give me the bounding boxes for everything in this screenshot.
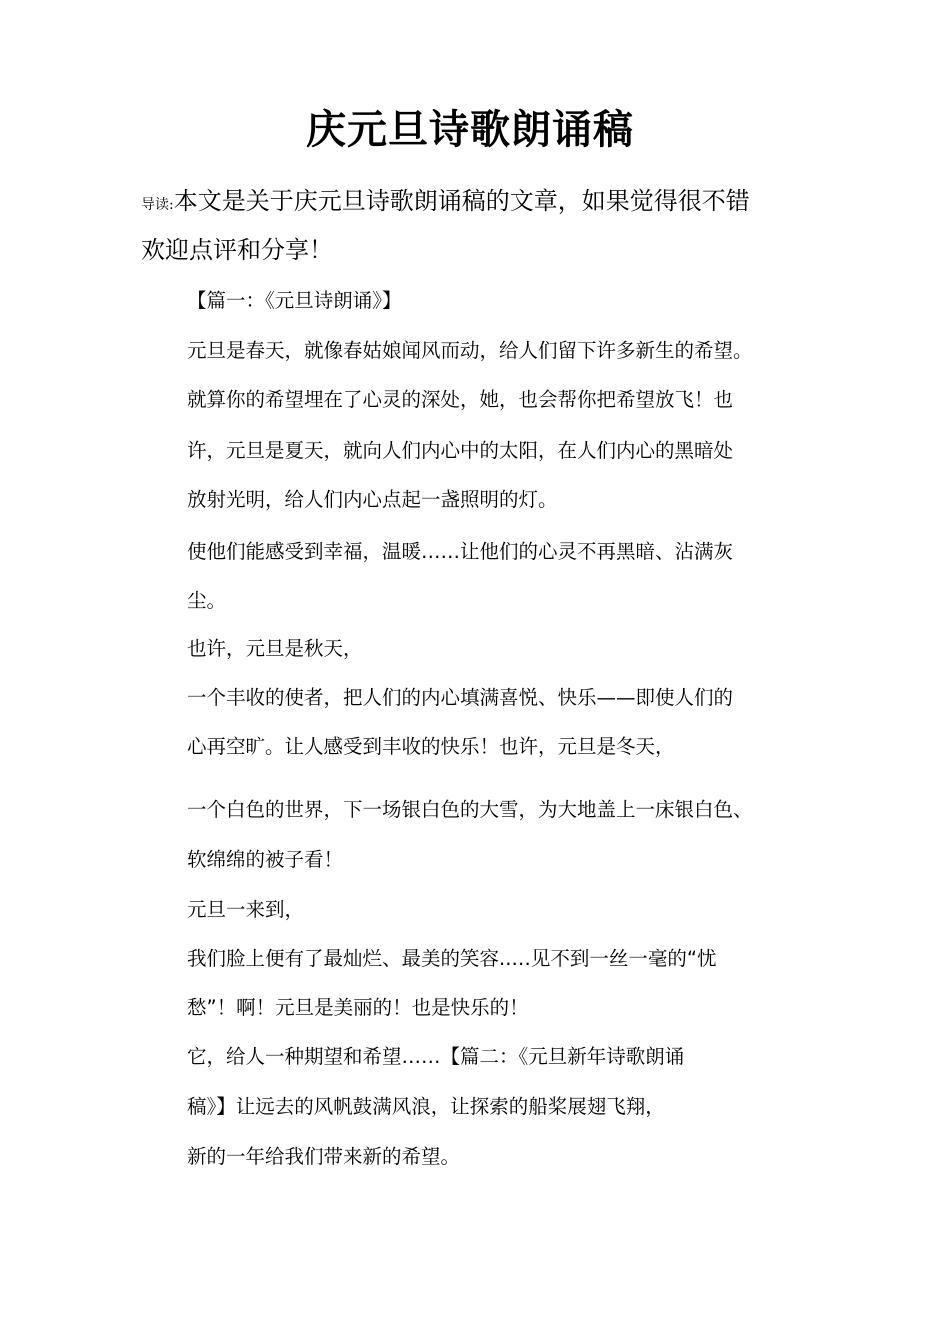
section-heading: 【篇一：《元旦诗朗诵》】 [187,289,402,312]
body-line: 我们脸上便有了最灿烂、最美的笑容..…见不到一丝一毫的“忧 [187,947,717,970]
body-line: 稿》】让远去的风帆鼓满风浪，让探索的船桨展翅飞翔， [187,1095,665,1118]
intro-line-1 [141,184,841,222]
intro-text: 本文是关于庆元旦诗歌朗诵稿的文章，如果觉得很不错 [173,187,750,215]
body-line: 软绵绵的被子看！ [187,848,344,871]
body-line: 也许，元旦是秋天， [187,637,363,660]
intro-line-2: 欢迎点评和分享！ [141,236,333,264]
body-line: 愁”！啊！元旦是美丽的！也是快乐的！ [187,996,529,1019]
body-line: 心再空旷。让人感受到丰收的快乐！也许，元旦是冬天， [187,735,675,758]
body-line: 许，元旦是夏天，就向人们内心中的太阳，在人们内心的黑暗处 [187,439,734,462]
body-line: 使他们能感受到幸福，温暖……让他们的心灵不再黑暗、沾满灰 [187,540,734,563]
body-line: 就算你的希望埋在了心灵的深处，她，也会帮你把希望放飞！也 [187,388,734,411]
body-line: 一个白色的世界，下一场银白色的大雪，为大地盖上一床银白色、 [187,798,753,821]
body-line: 新的一年给我们带来新的希望。 [187,1145,461,1168]
body-line: 一个丰收的使者，把人们的内心填满喜悦、快乐——即使人们的 [187,686,734,709]
body-line: 放射光明，给人们内心点起一盏照明的灯。 [187,488,558,511]
intro-label: 导读: [141,197,174,213]
body-line: 元旦是春天，就像春姑娘闻风而动，给人们留下许多新生的希望。 [187,339,753,362]
body-line: 它，给人一种期望和希望……【篇二：《元旦新年诗歌朗诵 [187,1045,685,1068]
body-line: 元旦一来到， [187,898,305,921]
body-line: 尘。 [187,589,227,612]
page-title: 庆元旦诗歌朗诵稿 [306,107,634,153]
